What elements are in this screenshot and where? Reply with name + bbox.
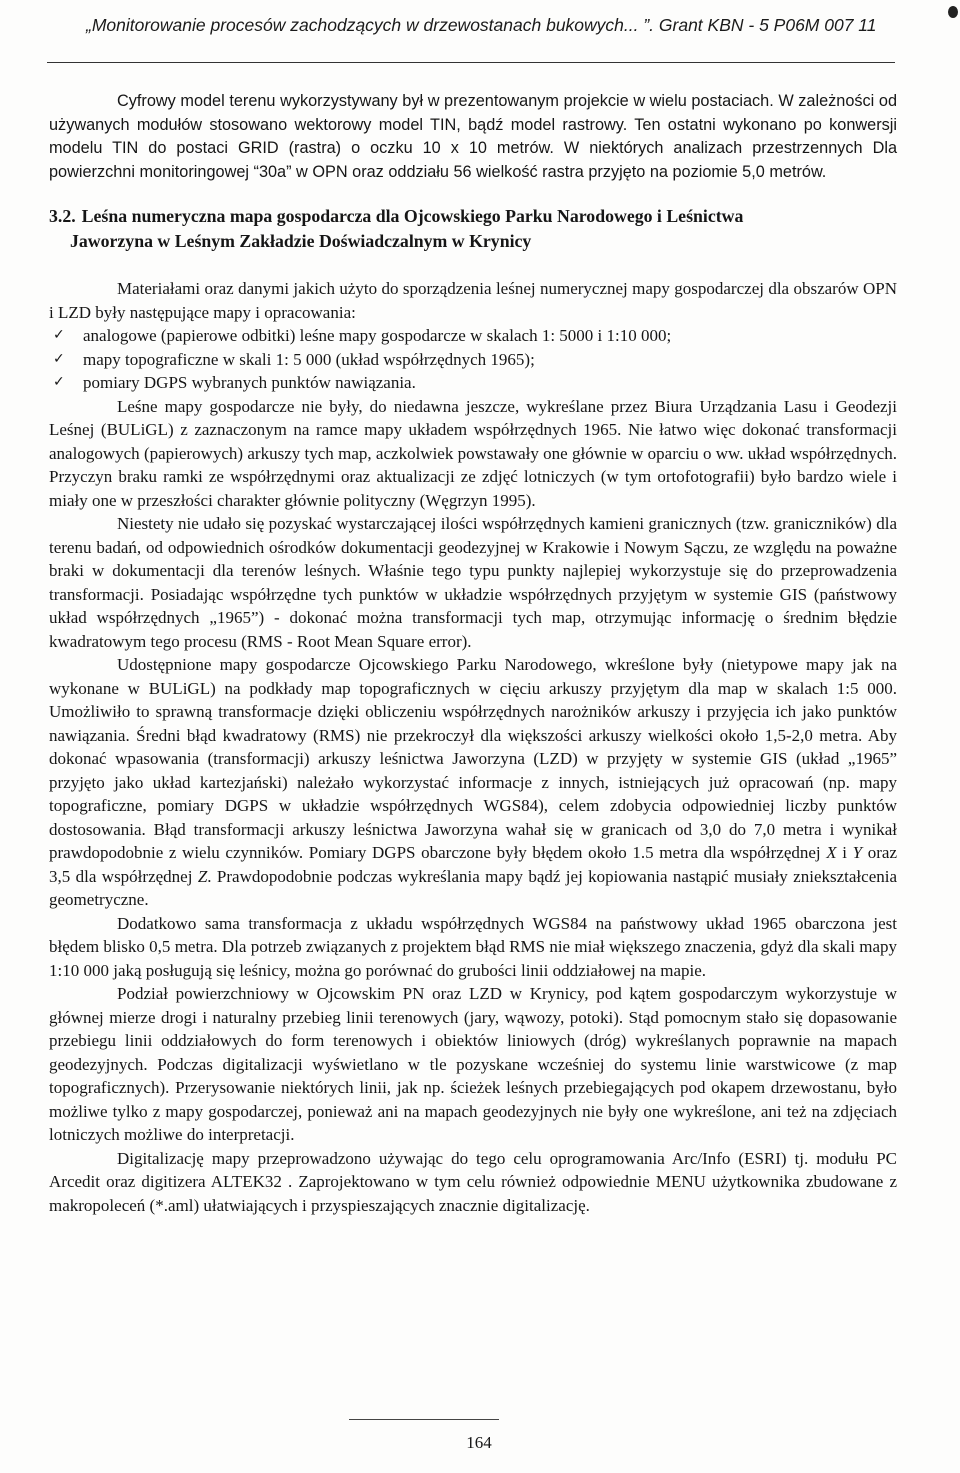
page-content [49, 90, 897, 1217]
paragraph-digitization: Digitalizację mapy przeprowadzono używając do tego celu oprogramowania Arc/Info (ESRI) tj. modułu PC Arcedit oraz digitizera ALTEK32 . Zaprojektowano w tym celu również odpowiednie MENU użytkownika zbudowane z makropoleceń (*.aml) ułatwiających i przyspieszających znacznie digitalizację. [49, 1148, 897, 1215]
scan-speck [948, 6, 958, 18]
paragraph-division: Podział powierzchniowy w Ojcowskim PN oraz LZD w Krynicy, pod kątem gospodarczym wykorzystuje w głównej mierze drogi i naturalny przebieg linii terenowych (jary, wąwozy, potoki). Stąd pomocnym stało się dopasowanie przebiegu linii oddziałowych do form terenowych i obiektów liniowych (dróg) wykreślanych poprawnie na mapach geodezyjnych. Podczas digitalizacji wyświetlano w tle pozyskane wcześniej do systemu linie warstwicowe (z map topograficznych). Przerysowanie niektórych linii, jak np. ścieżek leśnych przebiegających pod okapem drzewostanu, było możliwe tylko z mapy gospodarczej, ponieważ ani na mapach geodezyjnych nie były one wykreślone, ani też na zdjęciach lotniczych możliwe do interpretacji. [49, 984, 897, 1144]
running-header: „Monitorowanie procesów zachodzących w drzewostanach bukowych... ”. Grant KBN - 5 P06M 007 11 [86, 15, 877, 35]
checkmark-icon: ✓ [53, 374, 65, 390]
materials-list [49, 324, 897, 395]
coord-z: Z [197, 866, 208, 886]
coord-x: X [826, 843, 837, 862]
paragraph-boundary-stones: Niestety nie udało się pozyskać wystarczającej ilości współrzędnych kamieni granicznych (tzw. graniczników) dla terenu badań, od odpowiednich ośrodków dokumentacji geodezyjnej w Krakowie i Nowym Sączu, ze względu na poważne braki w dokumentacji dla terenów leśnych. Właśnie tego typu punkty najlepiej wykorzystuje się do przeprowadzenia transformacji. Posiadając współrzędne tych punktów w układzie współrzędnych przyjętym w systemie GIS (państwowy układ współrzędnych „1965”) - dokonać można transformacji tych map, otrzymując informację o średnim błędzie kwadratowym tego procesu (RMS - Root Mean Square error). [49, 514, 897, 651]
list-item [49, 348, 897, 372]
list-item-text: mapy topograficzne w skali 1: 5 000 (układ współrzędnych 1965); [83, 349, 535, 369]
materials-intro: Materiałami oraz danymi jakich użyto do sporządzenia leśnej numerycznej mapy gospodarczej dla obszarów OPN i LZD były następujące mapy i opracowania: [49, 279, 897, 322]
paragraph-maps-history: Leśne mapy gospodarcze nie były, do niedawna jeszcze, wykreślane przez Biura Urządzania Lasu i Geodezji Leśnej (BULiGL) z zaznaczonym na ramce mapy układem współrzędnych 1965. Nie łatwo więc dokonać transformacji analogowych (papierowych) arkuszy tych map, aczkolwiek powstawały one głównie w oparciu o ww. układ współrzędnych. Przyczyn braku ramki ze współrzędnymi oraz aktualizacji ze zdjęć lotniczych (w tym ortofotografii) było bardzo wiele i miały one w przeszłości charakter głównie polityczny (Węgrzyn 1995). [49, 396, 897, 510]
section-title-line1: Leśna numeryczna mapa gospodarcza dla Ojcowskiego Parku Narodowego i Leśnictwa [81, 206, 744, 226]
conjunction-i: i [842, 843, 848, 862]
checkmark-icon: ✓ [53, 327, 65, 343]
paragraph-text: Udostępnione mapy gospodarcze Ojcowskiego Parku Narodowego, wkreślone były (nietypowe mapy jak na wykonane w BULiGL) na podkłady map topograficznych w cięciu arkuszy przyjętym dla map w skalach 1:5 000. Umożliwiło to sprawną transformacje dzięki obliczeniu współrzędnych narożników arkuszy i przyjęcia ich jako punktów nawiązania. Średni błąd kwadratowy (RMS) nie przekroczył dla większości arkuszy wielkości około 1,5-2,0 metra. Aby dokonać wpasowania (transformacji) arkuszy leśnictwa Jaworzyna (LZD) w przyjęty w systemie GIS (układ „1965” przyjęto jako układ kartezjański) należało wykorzystać informacje z innych, istniejących już opracowań (np. mapy topograficzne, pomiary DGPS w układzie współrzędnych WGS84), celem zdobycia odpowiedniej liczby punktów dostosowania. Błąd transformacji arkuszy leśnictwa Jaworzyna wahał się w granicach od 3,0 do 7,0 metra i wynikał prawdopodobnie z wielu czynników. Pomiary DGPS obarczone były błędem około 1.5 metra dla współrzędnej [49, 655, 897, 862]
list-item-text: pomiary DGPS wybranych punktów nawiązania. [83, 373, 416, 392]
page-number: 164 [466, 1433, 492, 1452]
paragraph-text: oraz 3,5 dla współrzędnej [49, 843, 898, 886]
header-rule [47, 62, 895, 63]
checkmark-icon: ✓ [53, 350, 65, 367]
section-title-line2: Jaworzyna w Leśnym Zakładzie Doświadczalnym w Krynicy [70, 230, 532, 251]
footer-rule [349, 1419, 499, 1420]
section-number: 3.2. [49, 206, 76, 226]
section-heading [49, 204, 897, 253]
list-item [49, 371, 897, 395]
paragraph-wgs84: Dodatkowo sama transformacja z układu współrzędnych WGS84 na państwowy układ 1965 obarczona jest błędem blisko 0,5 metra. Dla potrzeb związanych z projektem błąd RMS nie miał większego znaczenia, gdyż dla skali mapy 1:10 000 jaką posługują się leśnicy, można go porównać do grubości linii oddziałowej na mapie. [49, 913, 897, 980]
coord-y: Y [852, 843, 863, 862]
paragraph-text: . Prawdopodobnie podczas wykreślania mapy bądź jej kopiowania nastąpić musiały zniekształcenia geometryczne. [49, 866, 898, 909]
list-item [49, 324, 897, 348]
paragraph-transformation [49, 653, 897, 912]
intro-paragraph: Cyfrowy model terenu wykorzystywany był w prezentowanym projekcie w wielu postaciach. W zależności od używanych modułów stosowano wektorowy model TIN, bądź model rastrowy. Ten ostatni wykonano po konwersji modelu TIN do postaci GRID (rastra) o oczku 10 x 10 metrów. W niektórych analizach przestrzennych Dla powierzchni monitoringowej “30a” w OPN oraz oddziału 56 wielkość rastra przyjęto na poziomie 5,0 metrów. [49, 92, 897, 181]
list-item-text: analogowe (papierowe odbitki) leśne mapy gospodarcze w skalach 1: 5000 i 1:10 000; [83, 326, 672, 345]
